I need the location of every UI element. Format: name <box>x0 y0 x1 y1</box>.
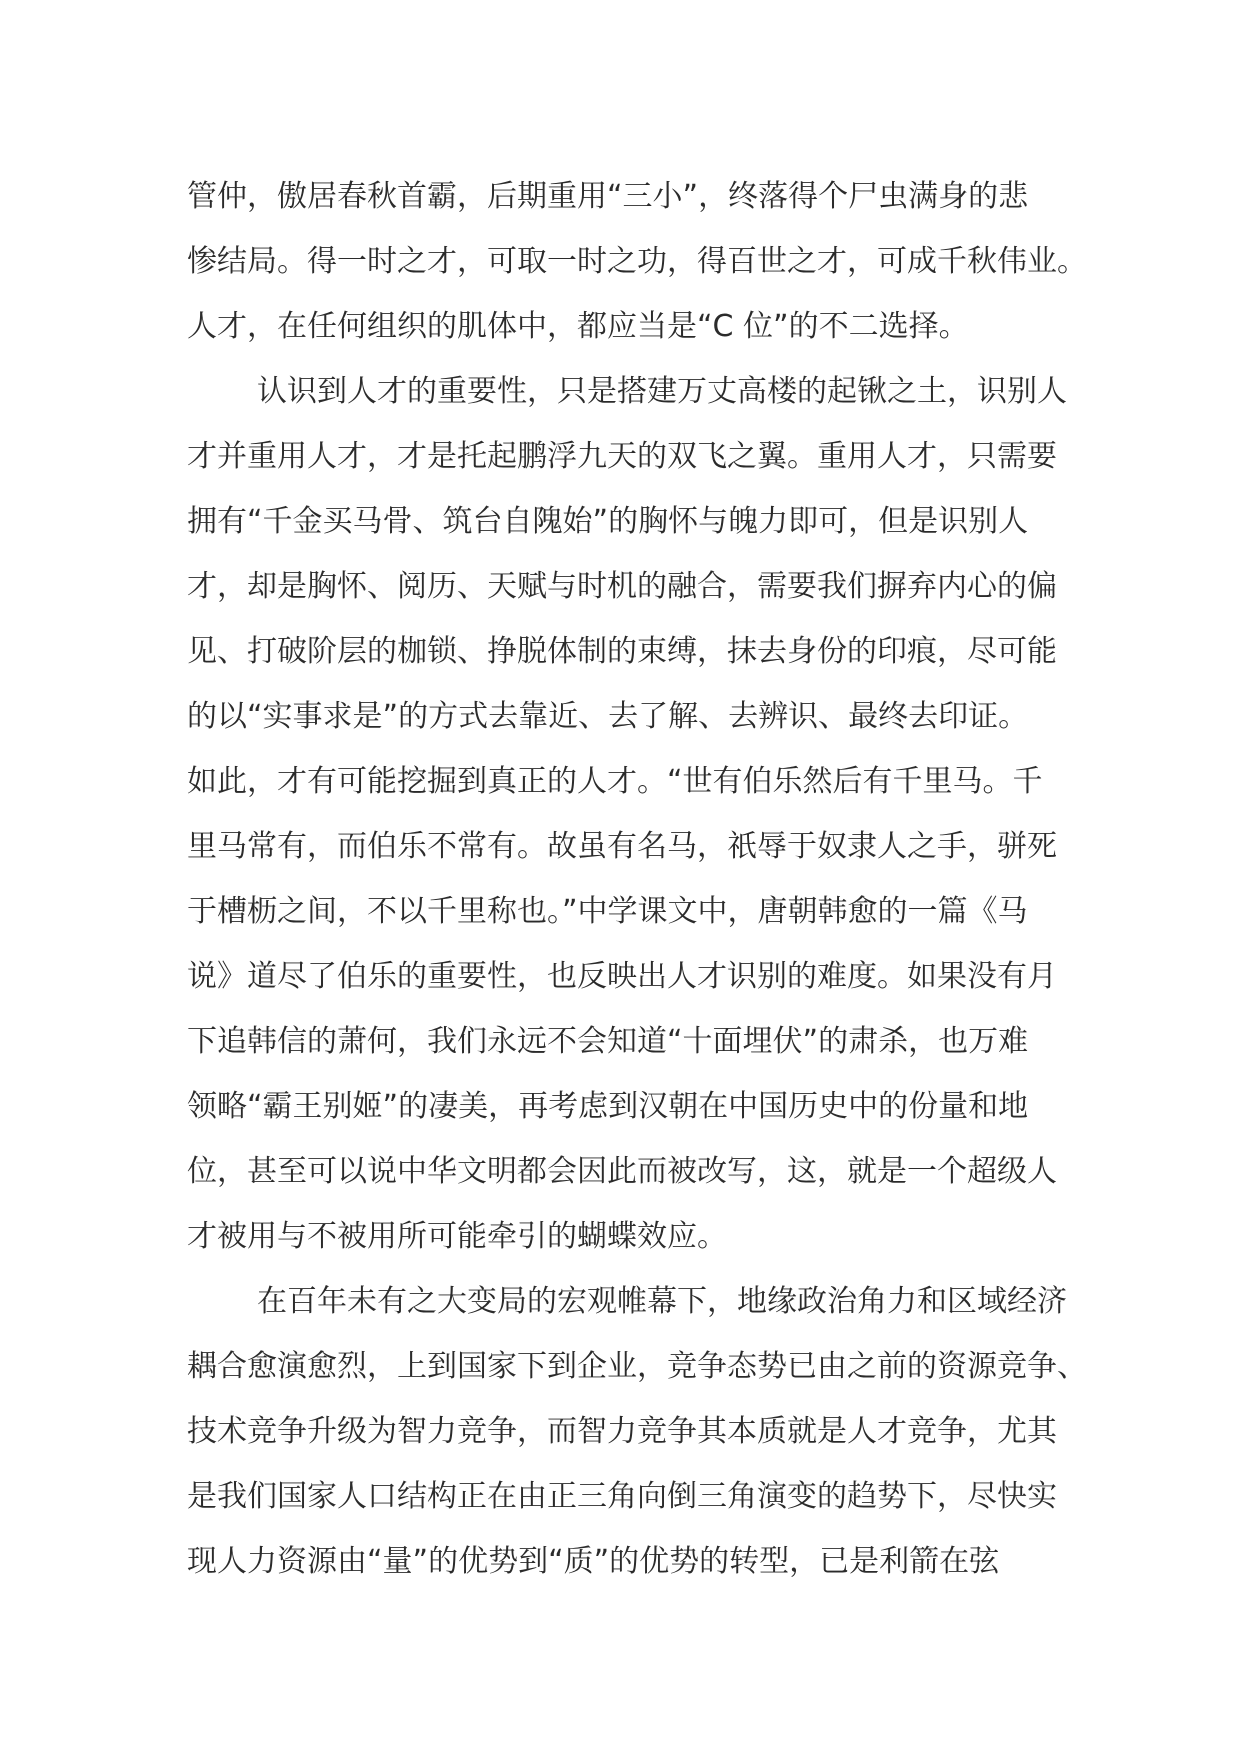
text-line: 在百年未有之大变局的宏观帷幕下，地缘政治角力和区域经济 <box>257 1284 1067 1319</box>
text-line: 是我们国家人口结构正在由正三角向倒三角演变的趋势下，尽快实 <box>187 1479 1057 1514</box>
text-line: 技术竞争升级为智力竞争，而智力竞争其本质就是人才竞争，尤其 <box>187 1414 1057 1449</box>
paragraph <box>187 164 1087 359</box>
text-line: 如此，才有可能挖掘到真正的人才。“世有伯乐然后有千里马。千 <box>187 764 1043 799</box>
text-line: 的以“实事求是”的方式去靠近、去了解、去辨识、最终去印证。 <box>187 699 1029 734</box>
text-line: 领略“霸王别姬”的凄美，再考虑到汉朝在中国历史中的份量和地 <box>187 1089 1029 1124</box>
text-line: 惨结局。得一时之才，可取一时之功，得百世之才，可成千秋伟业。 <box>187 244 1087 279</box>
text-line: 于槽枥之间，不以千里称也。”中学课文中，唐朝韩愈的一篇《马 <box>187 894 1028 929</box>
text-line: 拥有“千金买马骨、筑台自隗始”的胸怀与魄力即可，但是识别人 <box>187 504 1029 539</box>
text-line: 下追韩信的萧何，我们永远不会知道“十面埋伏”的肃杀，也万难 <box>187 1024 1029 1059</box>
text-line: 耦合愈演愈烈，上到国家下到企业，竞争态势已由之前的资源竞争、 <box>187 1349 1087 1384</box>
text-line: 说》道尽了伯乐的重要性，也反映出人才识别的难度。如果没有月 <box>187 959 1057 994</box>
text-line: 人才，在任何组织的肌体中，都应当是“C 位”的不二选择。 <box>187 309 969 344</box>
paragraph <box>187 1269 1087 1594</box>
text-line: 现人力资源由“量”的优势到“质”的优势的转型，已是利箭在弦 <box>187 1544 1000 1579</box>
text-line: 才，却是胸怀、阅历、天赋与时机的融合，需要我们摒弃内心的偏 <box>187 569 1057 604</box>
text-line: 才并重用人才，才是托起鹏浮九天的双飞之翼。重用人才，只需要 <box>187 439 1057 474</box>
text-line: 认识到人才的重要性，只是搭建万丈高楼的起锹之土，识别人 <box>257 374 1067 409</box>
text-line: 管仲，傲居春秋首霸，后期重用“三小”，终落得个尸虫满身的悲 <box>187 179 1029 214</box>
text-line: 位，甚至可以说中华文明都会因此而被改写，这，就是一个超级人 <box>187 1154 1057 1189</box>
body-text <box>187 164 1087 1594</box>
text-line: 见、打破阶层的枷锁、挣脱体制的束缚，抹去身份的印痕，尽可能 <box>187 634 1057 669</box>
text-line: 才被用与不被用所可能牵引的蝴蝶效应。 <box>187 1219 727 1254</box>
paragraph <box>187 359 1067 1269</box>
text-line: 里马常有，而伯乐不常有。故虽有名马，祇辱于奴隶人之手，骈死 <box>187 829 1057 864</box>
